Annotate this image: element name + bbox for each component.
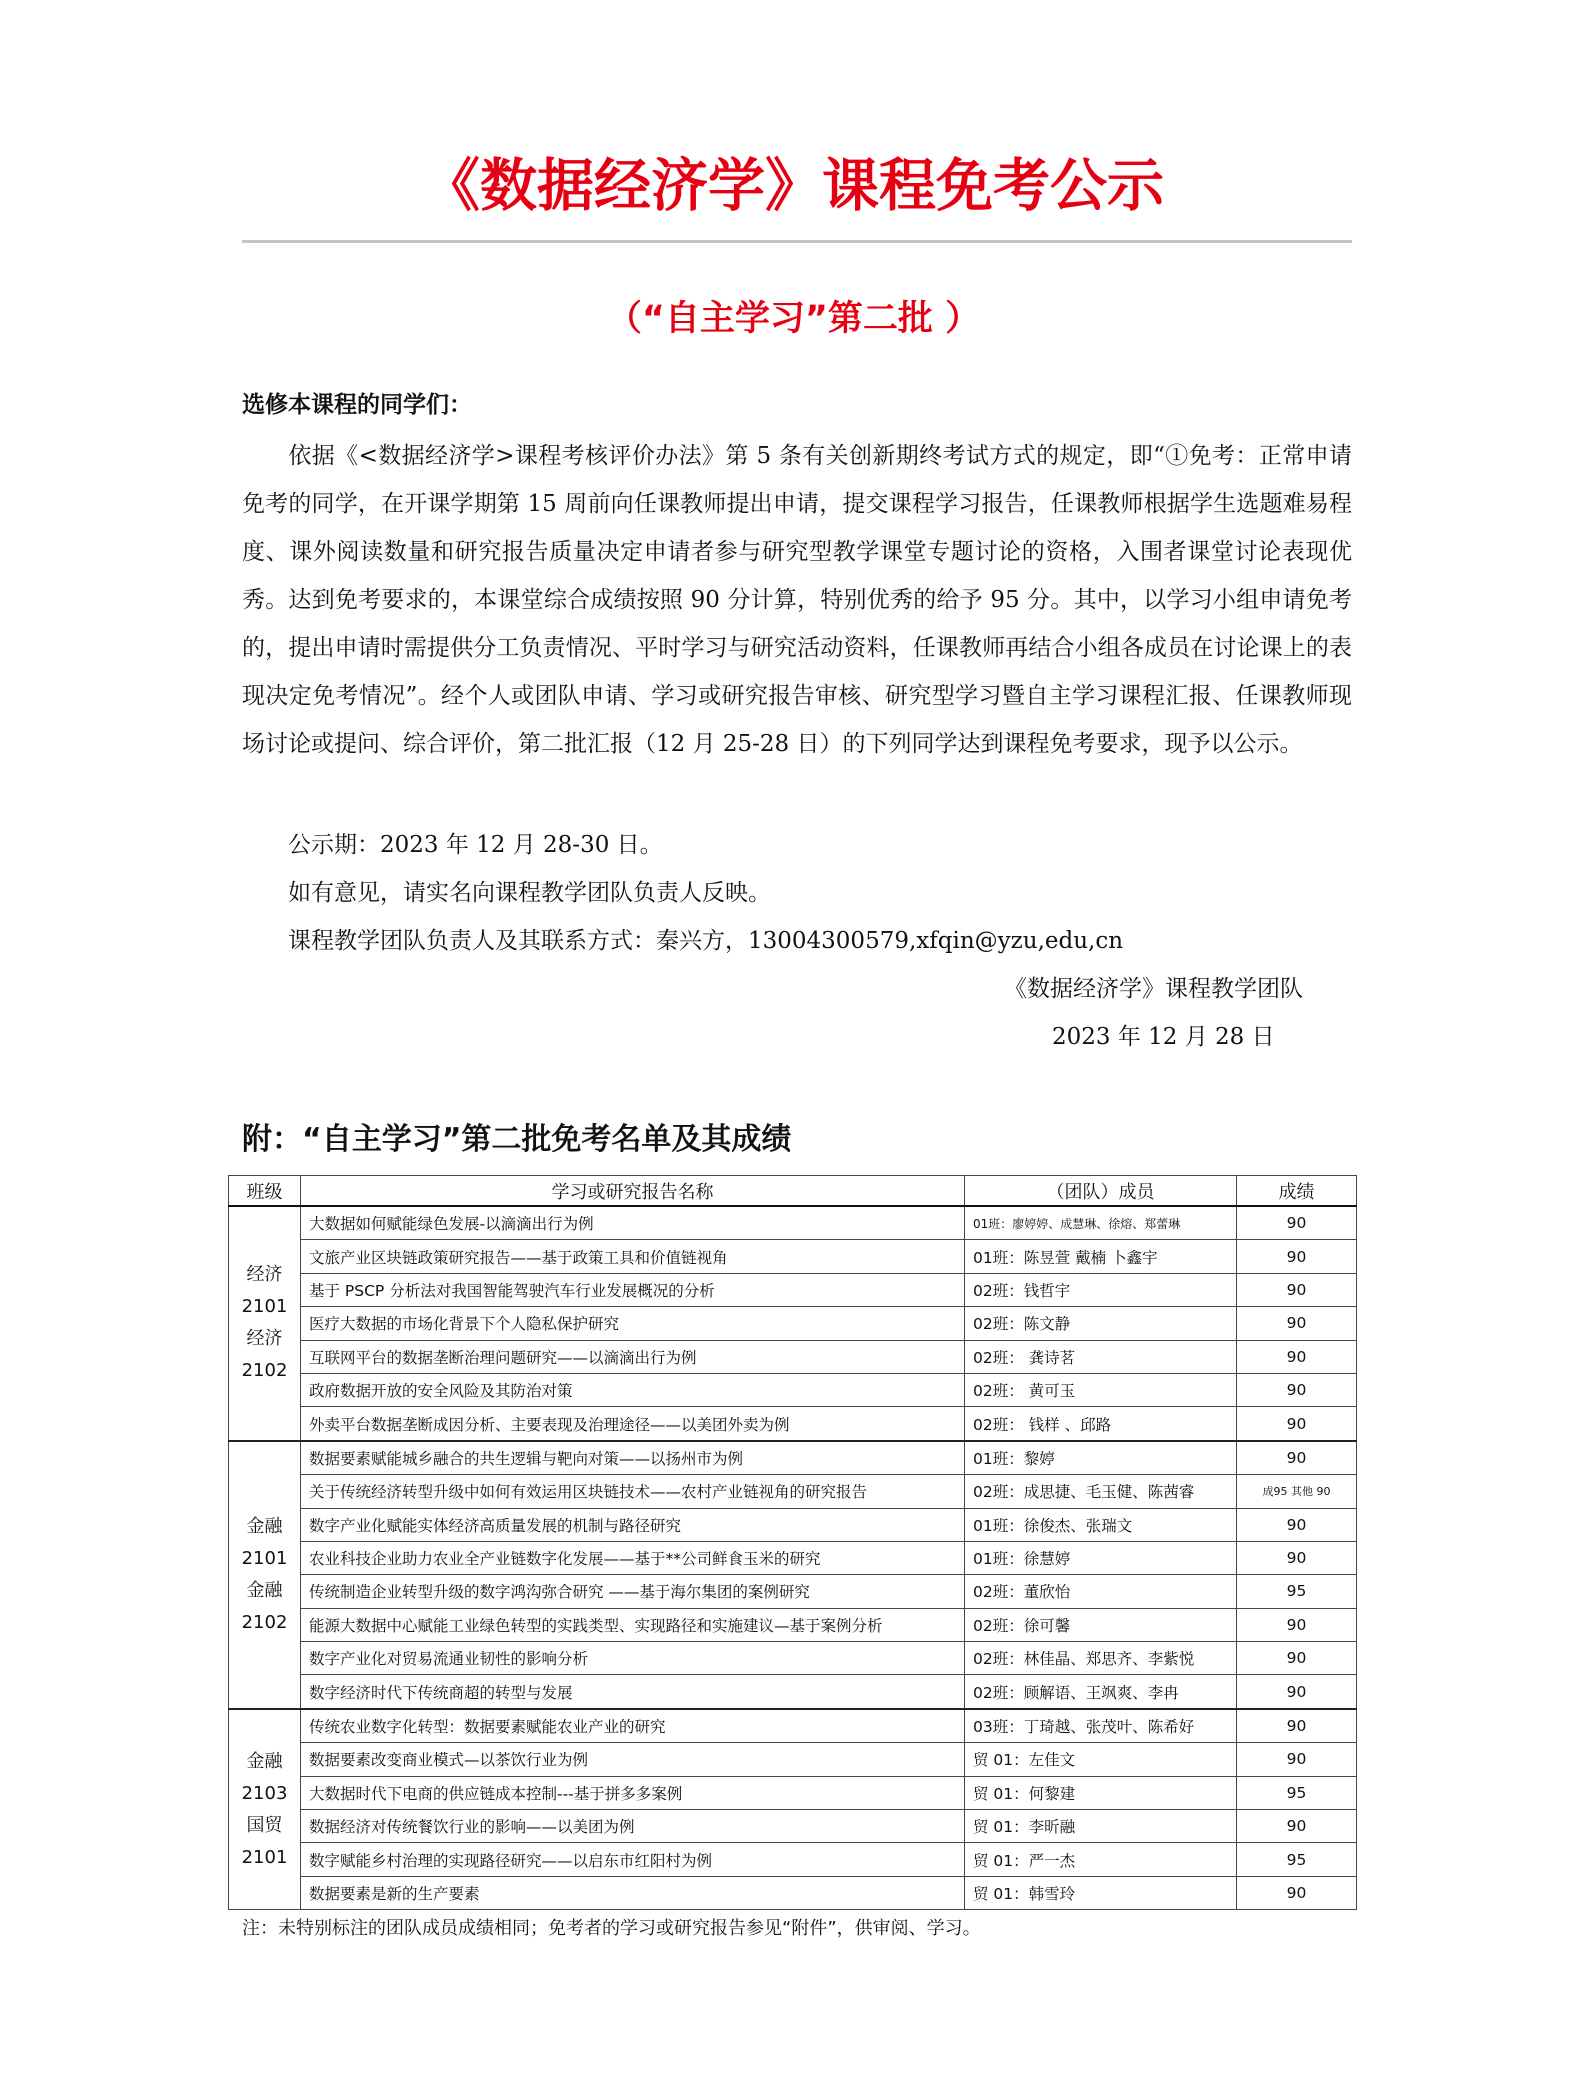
score-cell: 90 xyxy=(1237,1407,1357,1441)
header-class: 班级 xyxy=(229,1176,301,1207)
class-label-line: 2101 xyxy=(241,1547,288,1569)
report-title-cell: 文旅产业区块链政策研究报告——基于政策工具和价值链视角 xyxy=(301,1240,965,1273)
report-title-cell: 大数据如何赋能绿色发展-以滴滴出行为例 xyxy=(301,1206,965,1240)
members-cell: 01班：陈昱萱 戴楠 卜鑫宇 xyxy=(965,1240,1237,1273)
report-title-cell: 数字产业化对贸易流通业韧性的影响分析 xyxy=(301,1642,965,1675)
table-row xyxy=(229,1240,1357,1273)
table-row xyxy=(229,1206,1357,1240)
score-cell: 90 xyxy=(1237,1642,1357,1675)
score-cell: 90 xyxy=(1237,1675,1357,1709)
members-cell: 02班：徐可馨 xyxy=(965,1608,1237,1641)
table-row xyxy=(229,1675,1357,1709)
score-cell: 90 xyxy=(1237,1743,1357,1776)
members-cell: 02班：林佳晶、郑思齐、李紫悦 xyxy=(965,1642,1237,1675)
members-cell: 贸 01：左佳文 xyxy=(965,1743,1237,1776)
table-row xyxy=(229,1273,1357,1306)
table-row xyxy=(229,1541,1357,1574)
feedback-line: 如有意见，请实名向课程教学团队负责人反映。 xyxy=(288,880,771,906)
report-title-cell: 能源大数据中心赋能工业绿色转型的实践类型、实现路径和实施建议—基于案例分析 xyxy=(301,1608,965,1641)
report-title-cell: 数字赋能乡村治理的实现路径研究——以启东市红阳村为例 xyxy=(301,1843,965,1876)
table-row xyxy=(229,1608,1357,1641)
score-cell: 90 xyxy=(1237,1240,1357,1273)
table-row xyxy=(229,1508,1357,1541)
score-cell: 95 xyxy=(1237,1776,1357,1809)
score-cell: 90 xyxy=(1237,1373,1357,1406)
report-title-cell: 数据要素是新的生产要素 xyxy=(301,1876,965,1909)
members-cell: 03班：丁琦越、张茂叶、陈希好 xyxy=(965,1709,1237,1743)
score-cell: 90 xyxy=(1237,1508,1357,1541)
table-row xyxy=(229,1709,1357,1743)
score-cell: 成95 其他 90 xyxy=(1237,1475,1357,1508)
report-title-cell: 医疗大数据的市场化背景下个人隐私保护研究 xyxy=(301,1307,965,1340)
members-cell: 02班：成思捷、毛玉健、陈茜睿 xyxy=(965,1475,1237,1508)
class-label-line: 金融 xyxy=(246,1515,283,1537)
table-row xyxy=(229,1642,1357,1675)
table-row xyxy=(229,1743,1357,1776)
class-label-line: 经济 xyxy=(246,1264,283,1286)
header-score: 成绩 xyxy=(1237,1176,1357,1207)
report-title-cell: 基于 PSCP 分析法对我国智能驾驶汽车行业发展概况的分析 xyxy=(301,1273,965,1306)
report-title-cell: 传统制造企业转型升级的数字鸿沟弥合研究 ——基于海尔集团的案例研究 xyxy=(301,1575,965,1608)
class-label-line: 金融 xyxy=(246,1750,283,1772)
score-cell: 90 xyxy=(1237,1608,1357,1641)
members-cell: 02班：钱哲宇 xyxy=(965,1273,1237,1306)
members-cell: 01班：黎婷 xyxy=(965,1441,1237,1475)
table-row xyxy=(229,1340,1357,1373)
members-cell: 02班：顾解语、王飒爽、李冉 xyxy=(965,1675,1237,1709)
class-label-line: 2101 xyxy=(241,1296,288,1318)
header-report-title: 学习或研究报告名称 xyxy=(301,1176,965,1207)
page-subtitle: （“自主学习”第二批 ） xyxy=(606,299,981,339)
members-cell: 02班：董欣怡 xyxy=(965,1575,1237,1608)
members-cell: 02班： 龚诗茗 xyxy=(965,1340,1237,1373)
class-group-cell xyxy=(229,1441,301,1709)
notice-period: 公示期：2023 年 12 月 28-30 日。 xyxy=(288,832,663,858)
report-title-cell: 数字经济时代下传统商超的转型与发展 xyxy=(301,1675,965,1709)
report-title-cell: 传统农业数字化转型：数据要素赋能农业产业的研究 xyxy=(301,1709,965,1743)
class-label-line: 国贸 xyxy=(246,1814,283,1836)
body-paragraph xyxy=(242,432,1352,768)
members-cell: 贸 01：韩雪玲 xyxy=(965,1876,1237,1909)
members-cell: 贸 01：李昕融 xyxy=(965,1810,1237,1843)
score-cell: 95 xyxy=(1237,1575,1357,1608)
exemption-table xyxy=(228,1175,1357,1910)
score-cell: 90 xyxy=(1237,1340,1357,1373)
table-row xyxy=(229,1876,1357,1909)
report-title-cell: 关于传统经济转型升级中如何有效运用区块链技术——农村产业链视角的研究报告 xyxy=(301,1475,965,1508)
members-cell: 02班：陈文静 xyxy=(965,1307,1237,1340)
attachment-title: 附：“自主学习”第二批免考名单及其成绩 xyxy=(242,1122,792,1157)
score-cell: 90 xyxy=(1237,1307,1357,1340)
class-group-cell xyxy=(229,1709,301,1910)
class-label-line: 2101 xyxy=(241,1846,288,1868)
members-cell: 01班：徐慧婷 xyxy=(965,1541,1237,1574)
table-row xyxy=(229,1810,1357,1843)
footnote: 注：未特别标注的团队成员成绩相同；免考者的学习或研究报告参见“附件”，供审阅、学习。 xyxy=(242,1918,981,1939)
report-title-cell: 政府数据开放的安全风险及其防治对策 xyxy=(301,1373,965,1406)
score-cell: 90 xyxy=(1237,1876,1357,1909)
table-row xyxy=(229,1373,1357,1406)
members-cell: 01班：徐俊杰、张瑞文 xyxy=(965,1508,1237,1541)
signature-team: 《数据经济学》课程教学团队 xyxy=(1004,976,1303,1002)
report-title-cell: 外卖平台数据垄断成因分析、主要表现及治理途径——以美团外卖为例 xyxy=(301,1407,965,1441)
report-title-cell: 数据要素改变商业模式—以茶饮行业为例 xyxy=(301,1743,965,1776)
score-cell: 90 xyxy=(1237,1441,1357,1475)
score-cell: 90 xyxy=(1237,1206,1357,1240)
class-label-line: 2102 xyxy=(241,1360,288,1382)
table-row xyxy=(229,1776,1357,1809)
score-cell: 90 xyxy=(1237,1810,1357,1843)
class-group-cell xyxy=(229,1206,301,1441)
table-row xyxy=(229,1407,1357,1441)
report-title-cell: 互联网平台的数据垄断治理问题研究——以滴滴出行为例 xyxy=(301,1340,965,1373)
class-label-line: 经济 xyxy=(246,1328,283,1350)
table-row xyxy=(229,1475,1357,1508)
report-title-cell: 大数据时代下电商的供应链成本控制---基于拼多多案例 xyxy=(301,1776,965,1809)
report-title-cell: 数字产业化赋能实体经济高质量发展的机制与路径研究 xyxy=(301,1508,965,1541)
table-row xyxy=(229,1843,1357,1876)
members-cell: 01班：廖婷婷、成慧琳、徐熔、郑蕾琳 xyxy=(965,1206,1237,1240)
members-cell: 02班： 钱样 、邱路 xyxy=(965,1407,1237,1441)
score-cell: 90 xyxy=(1237,1273,1357,1306)
contact-line: 课程教学团队负责人及其联系方式：秦兴方，13004300579,xfqin@yzu,edu,cn xyxy=(288,928,1124,954)
header-members: （团队）成员 xyxy=(965,1176,1237,1207)
table-row xyxy=(229,1575,1357,1608)
table-row xyxy=(229,1441,1357,1475)
score-cell: 90 xyxy=(1237,1541,1357,1574)
table-header-row xyxy=(229,1176,1357,1207)
table-row xyxy=(229,1307,1357,1340)
report-title-cell: 农业科技企业助力农业全产业链数字化发展——基于**公司鲜食玉米的研究 xyxy=(301,1541,965,1574)
title-divider xyxy=(242,240,1352,243)
page-title: 《数据经济学》课程免考公示 xyxy=(423,153,1164,219)
class-label-line: 金融 xyxy=(246,1579,283,1601)
members-cell: 贸 01：严一杰 xyxy=(965,1843,1237,1876)
report-title-cell: 数据要素赋能城乡融合的共生逻辑与靶向对策——以扬州市为例 xyxy=(301,1441,965,1475)
body-paragraph-text: 依据《<数据经济学>课程考核评价办法》第 5 条有关创新期终考试方式的规定，即“①免考：正常申请免考的同学，在开课学期第 15 周前向任课教师提出申请，提交课程学习报告，任课教师根据学生选题难易程度、课外阅读数量和研究报告质量决定申请者参与研究型教学课堂专题讨论的资格，入围者课堂讨论表现优秀。达到免考要求的，本课堂综合成绩按照 90 分计算，特别优秀的给予 95 分。其中，以学习小组申请免考的，提出申请时需提供分工负责情况、平时学习与研究活动资料，任课教师再结合小组各成员在讨论课上的表现决定免考情况”。经个人或团队申请、学习或研究报告审核、研究型学习暨自主学习课程汇报、任课教师现场讨论或提问、综合评价，第二批汇报（12 月 25-28 日）的下列同学达到课程免考要求，现予以公示。 xyxy=(242,443,1352,757)
class-label-line: 2102 xyxy=(241,1611,288,1633)
members-cell: 贸 01：何黎建 xyxy=(965,1776,1237,1809)
signature-date: 2023 年 12 月 28 日 xyxy=(1052,1024,1275,1050)
greeting: 选修本课程的同学们： xyxy=(242,392,472,418)
report-title-cell: 数据经济对传统餐饮行业的影响——以美团为例 xyxy=(301,1810,965,1843)
score-cell: 90 xyxy=(1237,1709,1357,1743)
members-cell: 02班： 黄可玉 xyxy=(965,1373,1237,1406)
class-label-line: 2103 xyxy=(241,1782,288,1804)
score-cell: 95 xyxy=(1237,1843,1357,1876)
